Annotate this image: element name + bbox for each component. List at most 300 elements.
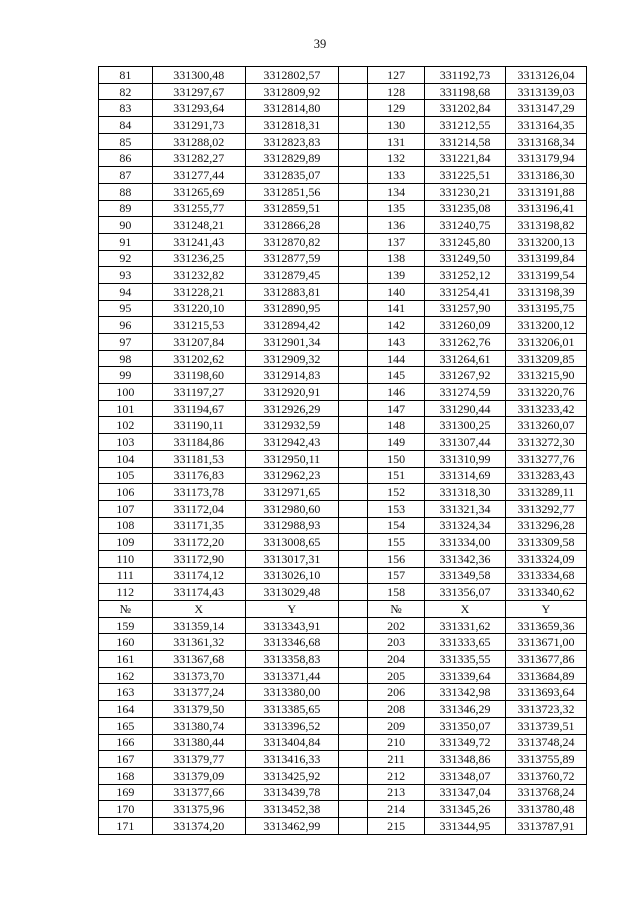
x-coordinate-cell: 331374,20 [152, 817, 245, 834]
x-coordinate-cell: 331198,68 [424, 83, 505, 100]
y-coordinate-cell: 3313220,76 [505, 384, 586, 401]
spacer-cell [338, 651, 367, 668]
table-row [99, 83, 587, 100]
spacer-cell [338, 584, 367, 601]
y-coordinate-cell: 3313196,41 [505, 200, 586, 217]
table-row [99, 484, 587, 501]
x-coordinate-cell: 331173,78 [152, 484, 245, 501]
x-coordinate-cell: 331335,55 [424, 651, 505, 668]
y-coordinate-cell: 3313164,35 [505, 117, 586, 134]
spacer-cell [338, 450, 367, 467]
point-number-cell: 141 [368, 300, 425, 317]
y-coordinate-cell: 3313277,76 [505, 450, 586, 467]
y-coordinate-cell: 3313200,12 [505, 317, 586, 334]
table-row [99, 300, 587, 317]
y-coordinate-cell: 3312802,57 [245, 67, 338, 84]
y-coordinate-cell: 3313126,04 [505, 67, 586, 84]
point-number-cell: 152 [368, 484, 425, 501]
table-row [99, 233, 587, 250]
table-row [99, 651, 587, 668]
y-coordinate-cell: 3313780,48 [505, 801, 586, 818]
y-coordinate-cell: 3313693,64 [505, 684, 586, 701]
x-coordinate-cell: 331225,51 [424, 167, 505, 184]
spacer-cell [338, 217, 367, 234]
header-number-cell: № [368, 601, 425, 618]
x-coordinate-cell: 331300,48 [152, 67, 245, 84]
header-y-cell: Y [505, 601, 586, 618]
point-number-cell: 157 [368, 567, 425, 584]
point-number-cell: 84 [99, 117, 153, 134]
x-coordinate-cell: 331245,80 [424, 233, 505, 250]
y-coordinate-cell: 3313768,24 [505, 784, 586, 801]
x-coordinate-cell: 331198,60 [152, 367, 245, 384]
x-coordinate-cell: 331252,12 [424, 267, 505, 284]
y-coordinate-cell: 3313195,75 [505, 300, 586, 317]
y-coordinate-cell: 3313723,32 [505, 701, 586, 718]
y-coordinate-cell: 3313147,29 [505, 100, 586, 117]
point-number-cell: 98 [99, 350, 153, 367]
x-coordinate-cell: 331344,95 [424, 817, 505, 834]
spacer-cell [338, 100, 367, 117]
x-coordinate-cell: 331194,67 [152, 400, 245, 417]
point-number-cell: 147 [368, 400, 425, 417]
x-coordinate-cell: 331254,41 [424, 283, 505, 300]
x-coordinate-cell: 331350,07 [424, 717, 505, 734]
point-number-cell: 108 [99, 517, 153, 534]
table-row [99, 534, 587, 551]
spacer-cell [338, 367, 367, 384]
point-number-cell: 168 [99, 767, 153, 784]
point-number-cell: 85 [99, 133, 153, 150]
x-coordinate-cell: 331260,09 [424, 317, 505, 334]
point-number-cell: 133 [368, 167, 425, 184]
y-coordinate-cell: 3313671,00 [505, 634, 586, 651]
x-coordinate-cell: 331297,67 [152, 83, 245, 100]
point-number-cell: 209 [368, 717, 425, 734]
spacer-cell [338, 617, 367, 634]
spacer-cell [338, 417, 367, 434]
table-row [99, 350, 587, 367]
point-number-cell: 214 [368, 801, 425, 818]
y-coordinate-cell: 3313008,65 [245, 534, 338, 551]
point-number-cell: 208 [368, 701, 425, 718]
x-coordinate-cell: 331380,44 [152, 734, 245, 751]
point-number-cell: 95 [99, 300, 153, 317]
spacer-cell [338, 517, 367, 534]
point-number-cell: 87 [99, 167, 153, 184]
x-coordinate-cell: 331367,68 [152, 651, 245, 668]
spacer-cell [338, 717, 367, 734]
x-coordinate-cell: 331221,84 [424, 150, 505, 167]
x-coordinate-cell: 331348,86 [424, 751, 505, 768]
point-number-cell: 154 [368, 517, 425, 534]
y-coordinate-cell: 3312980,60 [245, 500, 338, 517]
x-coordinate-cell: 331172,04 [152, 500, 245, 517]
point-number-cell: 202 [368, 617, 425, 634]
y-coordinate-cell: 3313179,94 [505, 150, 586, 167]
x-coordinate-cell: 331339,64 [424, 667, 505, 684]
y-coordinate-cell: 3313346,68 [245, 634, 338, 651]
table-row [99, 784, 587, 801]
spacer-cell [338, 634, 367, 651]
y-coordinate-cell: 3313139,03 [505, 83, 586, 100]
point-number-cell: 166 [99, 734, 153, 751]
coordinates-table [98, 66, 587, 835]
spacer-cell [338, 751, 367, 768]
point-number-cell: 89 [99, 200, 153, 217]
y-coordinate-cell: 3313371,44 [245, 667, 338, 684]
y-coordinate-cell: 3313289,11 [505, 484, 586, 501]
y-coordinate-cell: 3313029,48 [245, 584, 338, 601]
y-coordinate-cell: 3313343,91 [245, 617, 338, 634]
x-coordinate-cell: 331212,55 [424, 117, 505, 134]
point-number-cell: 210 [368, 734, 425, 751]
point-number-cell: 129 [368, 100, 425, 117]
table-row [99, 133, 587, 150]
y-coordinate-cell: 3313199,54 [505, 267, 586, 284]
spacer-cell [338, 233, 367, 250]
point-number-cell: 81 [99, 67, 153, 84]
y-coordinate-cell: 3312829,89 [245, 150, 338, 167]
y-coordinate-cell: 3312988,93 [245, 517, 338, 534]
spacer-cell [338, 684, 367, 701]
point-number-cell: 145 [368, 367, 425, 384]
point-number-cell: 104 [99, 450, 153, 467]
table-row [99, 267, 587, 284]
x-coordinate-cell: 331174,43 [152, 584, 245, 601]
table-row [99, 100, 587, 117]
x-coordinate-cell: 331310,99 [424, 450, 505, 467]
x-coordinate-cell: 331359,14 [152, 617, 245, 634]
point-number-cell: 155 [368, 534, 425, 551]
point-number-cell: 82 [99, 83, 153, 100]
spacer-cell [338, 83, 367, 100]
point-number-cell: 109 [99, 534, 153, 551]
point-number-cell: 134 [368, 183, 425, 200]
x-coordinate-cell: 331349,72 [424, 734, 505, 751]
y-coordinate-cell: 3313416,33 [245, 751, 338, 768]
x-coordinate-cell: 331255,77 [152, 200, 245, 217]
y-coordinate-cell: 3313209,85 [505, 350, 586, 367]
point-number-cell: 167 [99, 751, 153, 768]
y-coordinate-cell: 3313358,83 [245, 651, 338, 668]
y-coordinate-cell: 3313272,30 [505, 434, 586, 451]
x-coordinate-cell: 331380,74 [152, 717, 245, 734]
point-number-cell: 150 [368, 450, 425, 467]
x-coordinate-cell: 331314,69 [424, 467, 505, 484]
spacer-cell [338, 300, 367, 317]
y-coordinate-cell: 3313206,01 [505, 334, 586, 351]
y-coordinate-cell: 3312859,51 [245, 200, 338, 217]
y-coordinate-cell: 3313198,82 [505, 217, 586, 234]
y-coordinate-cell: 3313199,84 [505, 250, 586, 267]
y-coordinate-cell: 3312932,59 [245, 417, 338, 434]
point-number-cell: 215 [368, 817, 425, 834]
header-x-cell: X [424, 601, 505, 618]
y-coordinate-cell: 3313787,91 [505, 817, 586, 834]
point-number-cell: 88 [99, 183, 153, 200]
spacer-cell [338, 601, 367, 618]
x-coordinate-cell: 331214,58 [424, 133, 505, 150]
x-coordinate-cell: 331318,30 [424, 484, 505, 501]
x-coordinate-cell: 331176,83 [152, 467, 245, 484]
y-coordinate-cell: 3313198,39 [505, 283, 586, 300]
x-coordinate-cell: 331324,34 [424, 517, 505, 534]
y-coordinate-cell: 3313340,62 [505, 584, 586, 601]
point-number-cell: 130 [368, 117, 425, 134]
point-number-cell: 146 [368, 384, 425, 401]
y-coordinate-cell: 3313385,65 [245, 701, 338, 718]
point-number-cell: 86 [99, 150, 153, 167]
point-number-cell: 100 [99, 384, 153, 401]
y-coordinate-cell: 3313748,24 [505, 734, 586, 751]
spacer-cell [338, 784, 367, 801]
x-coordinate-cell: 331181,53 [152, 450, 245, 467]
spacer-cell [338, 250, 367, 267]
table-row [99, 250, 587, 267]
table-row [99, 367, 587, 384]
x-coordinate-cell: 331257,90 [424, 300, 505, 317]
spacer-cell [338, 500, 367, 517]
x-coordinate-cell: 331267,92 [424, 367, 505, 384]
y-coordinate-cell: 3312901,34 [245, 334, 338, 351]
x-coordinate-cell: 331230,21 [424, 183, 505, 200]
y-coordinate-cell: 3312818,31 [245, 117, 338, 134]
x-coordinate-cell: 331215,53 [152, 317, 245, 334]
x-coordinate-cell: 331232,82 [152, 267, 245, 284]
point-number-cell: 163 [99, 684, 153, 701]
x-coordinate-cell: 331347,04 [424, 784, 505, 801]
y-coordinate-cell: 3313659,36 [505, 617, 586, 634]
table-row [99, 417, 587, 434]
y-coordinate-cell: 3313233,42 [505, 400, 586, 417]
point-number-cell: 107 [99, 500, 153, 517]
spacer-cell [338, 133, 367, 150]
x-coordinate-cell: 331192,73 [424, 67, 505, 84]
x-coordinate-cell: 331184,86 [152, 434, 245, 451]
x-coordinate-cell: 331190,11 [152, 417, 245, 434]
point-number-cell: 110 [99, 550, 153, 567]
x-coordinate-cell: 331236,25 [152, 250, 245, 267]
spacer-cell [338, 117, 367, 134]
table-row [99, 183, 587, 200]
point-number-cell: 94 [99, 283, 153, 300]
y-coordinate-cell: 3312920,91 [245, 384, 338, 401]
y-coordinate-cell: 3312851,56 [245, 183, 338, 200]
point-number-cell: 127 [368, 67, 425, 84]
table-row [99, 751, 587, 768]
y-coordinate-cell: 3313026,10 [245, 567, 338, 584]
point-number-cell: 203 [368, 634, 425, 651]
y-coordinate-cell: 3313380,00 [245, 684, 338, 701]
page-number: 39 [313, 37, 327, 51]
x-coordinate-cell: 331342,36 [424, 550, 505, 567]
x-coordinate-cell: 331349,58 [424, 567, 505, 584]
x-coordinate-cell: 331333,65 [424, 634, 505, 651]
x-coordinate-cell: 331293,64 [152, 100, 245, 117]
x-coordinate-cell: 331240,75 [424, 217, 505, 234]
point-number-cell: 128 [368, 83, 425, 100]
spacer-cell [338, 534, 367, 551]
table-row [99, 217, 587, 234]
x-coordinate-cell: 331197,27 [152, 384, 245, 401]
spacer-cell [338, 267, 367, 284]
point-number-cell: 140 [368, 283, 425, 300]
spacer-cell [338, 384, 367, 401]
y-coordinate-cell: 3313396,52 [245, 717, 338, 734]
point-number-cell: 205 [368, 667, 425, 684]
y-coordinate-cell: 3313168,34 [505, 133, 586, 150]
point-number-cell: 105 [99, 467, 153, 484]
point-number-cell: 92 [99, 250, 153, 267]
point-number-cell: 149 [368, 434, 425, 451]
y-coordinate-cell: 3312879,45 [245, 267, 338, 284]
y-coordinate-cell: 3312894,42 [245, 317, 338, 334]
point-number-cell: 169 [99, 784, 153, 801]
x-coordinate-cell: 331248,21 [152, 217, 245, 234]
x-coordinate-cell: 331249,50 [424, 250, 505, 267]
y-coordinate-cell: 3313292,77 [505, 500, 586, 517]
point-number-cell: 83 [99, 100, 153, 117]
y-coordinate-cell: 3313324,09 [505, 550, 586, 567]
point-number-cell: 162 [99, 667, 153, 684]
y-coordinate-cell: 3313755,89 [505, 751, 586, 768]
point-number-cell: 97 [99, 334, 153, 351]
spacer-cell [338, 567, 367, 584]
table-row [99, 701, 587, 718]
point-number-cell: 103 [99, 434, 153, 451]
table-row [99, 734, 587, 751]
header-number-cell: № [99, 601, 153, 618]
spacer-cell [338, 350, 367, 367]
x-coordinate-cell: 331290,44 [424, 400, 505, 417]
y-coordinate-cell: 3313017,31 [245, 550, 338, 567]
y-coordinate-cell: 3312814,80 [245, 100, 338, 117]
y-coordinate-cell: 3313677,86 [505, 651, 586, 668]
point-number-cell: 111 [99, 567, 153, 584]
point-number-cell: 213 [368, 784, 425, 801]
table-row [99, 584, 587, 601]
x-coordinate-cell: 331377,24 [152, 684, 245, 701]
spacer-cell [338, 484, 367, 501]
x-coordinate-cell: 331345,26 [424, 801, 505, 818]
x-coordinate-cell: 331202,62 [152, 350, 245, 367]
y-coordinate-cell: 3313200,13 [505, 233, 586, 250]
header-x-cell: X [152, 601, 245, 618]
y-coordinate-cell: 3312877,59 [245, 250, 338, 267]
table-row [99, 684, 587, 701]
spacer-cell [338, 434, 367, 451]
spacer-cell [338, 701, 367, 718]
point-number-cell: 99 [99, 367, 153, 384]
x-coordinate-cell: 331348,07 [424, 767, 505, 784]
x-coordinate-cell: 331262,76 [424, 334, 505, 351]
point-number-cell: 158 [368, 584, 425, 601]
point-number-cell: 132 [368, 150, 425, 167]
x-coordinate-cell: 331300,25 [424, 417, 505, 434]
table-row [99, 334, 587, 351]
y-coordinate-cell: 3312942,43 [245, 434, 338, 451]
table-row [99, 467, 587, 484]
y-coordinate-cell: 3313452,38 [245, 801, 338, 818]
x-coordinate-cell: 331291,73 [152, 117, 245, 134]
table-row [99, 767, 587, 784]
x-coordinate-cell: 331377,66 [152, 784, 245, 801]
point-number-cell: 153 [368, 500, 425, 517]
y-coordinate-cell: 3312835,07 [245, 167, 338, 184]
point-number-cell: 211 [368, 751, 425, 768]
table-header-row [99, 601, 587, 618]
spacer-cell [338, 550, 367, 567]
table-row [99, 317, 587, 334]
point-number-cell: 135 [368, 200, 425, 217]
y-coordinate-cell: 3312809,92 [245, 83, 338, 100]
point-number-cell: 161 [99, 651, 153, 668]
point-number-cell: 206 [368, 684, 425, 701]
y-coordinate-cell: 3312914,83 [245, 367, 338, 384]
header-y-cell: Y [245, 601, 338, 618]
point-number-cell: 148 [368, 417, 425, 434]
y-coordinate-cell: 3313186,30 [505, 167, 586, 184]
table-row [99, 117, 587, 134]
x-coordinate-cell: 331228,21 [152, 283, 245, 300]
x-coordinate-cell: 331375,96 [152, 801, 245, 818]
point-number-cell: 112 [99, 584, 153, 601]
x-coordinate-cell: 331241,43 [152, 233, 245, 250]
table-row [99, 400, 587, 417]
spacer-cell [338, 150, 367, 167]
table-row [99, 617, 587, 634]
y-coordinate-cell: 3313283,43 [505, 467, 586, 484]
x-coordinate-cell: 331282,27 [152, 150, 245, 167]
spacer-cell [338, 200, 367, 217]
x-coordinate-cell: 331379,50 [152, 701, 245, 718]
x-coordinate-cell: 331171,35 [152, 517, 245, 534]
point-number-cell: 144 [368, 350, 425, 367]
y-coordinate-cell: 3313309,58 [505, 534, 586, 551]
y-coordinate-cell: 3313462,99 [245, 817, 338, 834]
table-row [99, 801, 587, 818]
spacer-cell [338, 167, 367, 184]
table-row [99, 717, 587, 734]
x-coordinate-cell: 331172,90 [152, 550, 245, 567]
table-row [99, 167, 587, 184]
spacer-cell [338, 400, 367, 417]
table-row [99, 567, 587, 584]
y-coordinate-cell: 3313739,51 [505, 717, 586, 734]
point-number-cell: 90 [99, 217, 153, 234]
point-number-cell: 93 [99, 267, 153, 284]
table-row [99, 150, 587, 167]
spacer-cell [338, 67, 367, 84]
spacer-cell [338, 817, 367, 834]
x-coordinate-cell: 331379,77 [152, 751, 245, 768]
x-coordinate-cell: 331265,69 [152, 183, 245, 200]
point-number-cell: 96 [99, 317, 153, 334]
x-coordinate-cell: 331342,98 [424, 684, 505, 701]
point-number-cell: 101 [99, 400, 153, 417]
table-row [99, 450, 587, 467]
y-coordinate-cell: 3312823,83 [245, 133, 338, 150]
point-number-cell: 204 [368, 651, 425, 668]
y-coordinate-cell: 3312950,11 [245, 450, 338, 467]
x-coordinate-cell: 331264,61 [424, 350, 505, 367]
x-coordinate-cell: 331334,00 [424, 534, 505, 551]
spacer-cell [338, 667, 367, 684]
y-coordinate-cell: 3312883,81 [245, 283, 338, 300]
spacer-cell [338, 801, 367, 818]
x-coordinate-cell: 331207,84 [152, 334, 245, 351]
